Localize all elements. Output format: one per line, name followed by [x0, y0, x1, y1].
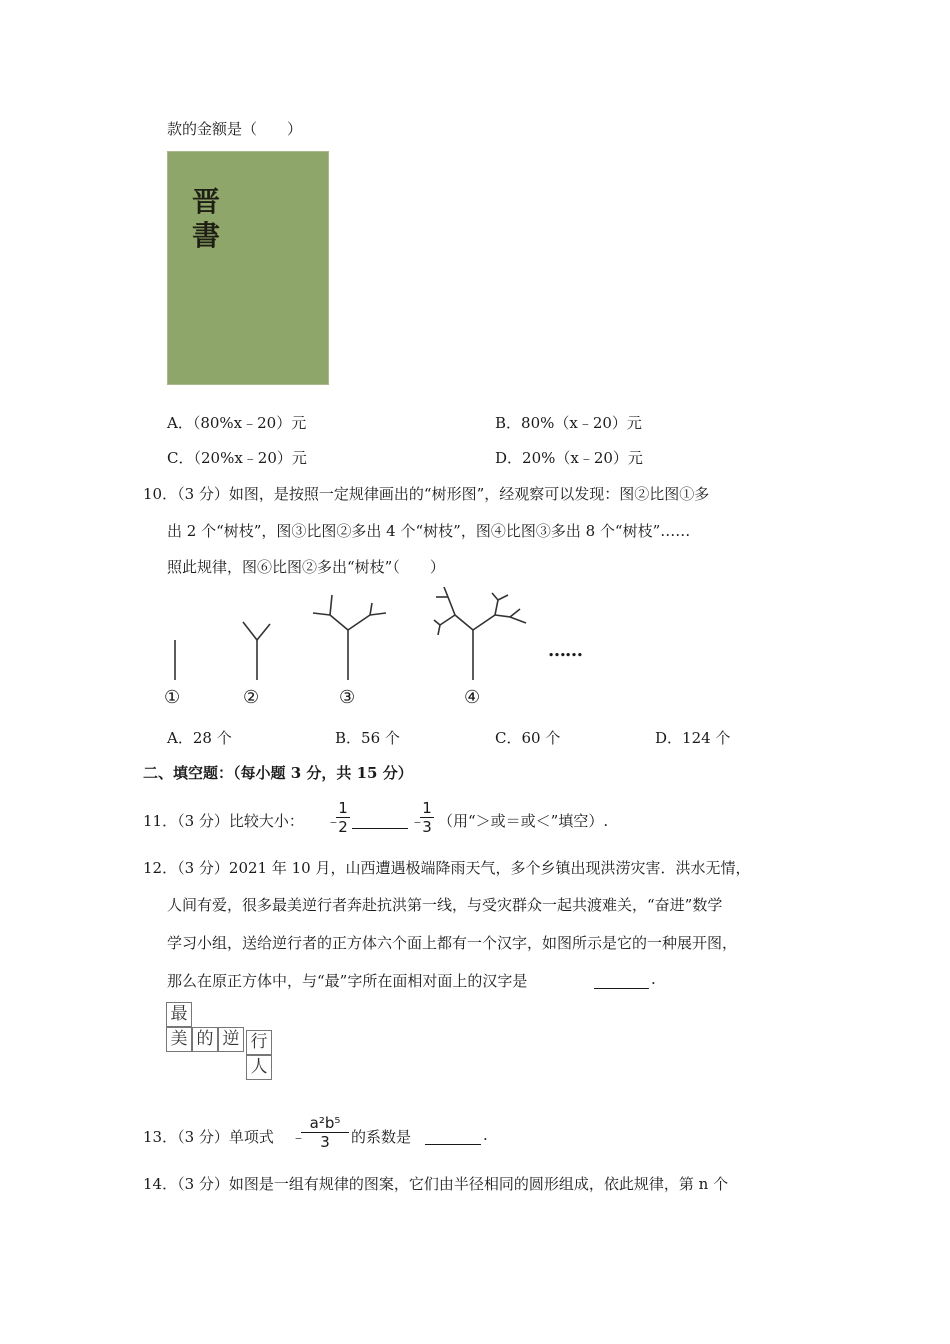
q10-option-c: C．60 个: [495, 729, 561, 747]
q12-line-1: 12．（3 分）2021 年 10 月，山西遭遇极端降雨天气，多个乡镇出现洪涝灾害．洪水无情，: [143, 859, 751, 877]
tree-label-1: ①: [164, 687, 181, 708]
tree-4-twig: [495, 615, 510, 617]
tree-label-4: ④: [464, 687, 481, 708]
tree-4-twig: [440, 615, 455, 625]
cube-face-ren: 人: [246, 1055, 272, 1080]
tree-4-branch-right: [473, 615, 495, 630]
q11-frac1-num: 1: [338, 799, 348, 817]
q12-line-2: 人间有爱，很多最美逆行者奔赴抗洪第一线，与受灾群众一起共渡难关，“奋进”数学: [167, 896, 723, 914]
q10-option-d: D．124 个: [655, 729, 731, 747]
q11-fraction-2: [420, 799, 434, 836]
q11-frac1-sign: ﹣: [326, 812, 342, 830]
q12-end: .: [651, 970, 656, 988]
q11-frac2-den: 3: [422, 818, 432, 836]
tree-4-twig: [448, 597, 455, 615]
q9-option-a: A．（80%x﹣20）元: [167, 414, 307, 432]
tree-4-twig: [495, 600, 498, 615]
tree-4-leaf: [510, 609, 520, 617]
tree-3-twig: [370, 603, 372, 615]
q11-fraction-1: [336, 799, 350, 836]
cube-face-zui: 最: [166, 1002, 192, 1027]
q11-frac2-sign: ﹣: [410, 812, 426, 830]
tree-3-twig: [313, 613, 330, 615]
tree-4-leaf: [438, 625, 440, 635]
q10-option-b: B．56 个: [335, 729, 400, 747]
q12-line-3: 学习小组，送给逆行者的正方体六个面上都有一个汉字，如图所示是它的一种展开图，: [167, 934, 738, 952]
q9-option-c: C．（20%x﹣20）元: [167, 449, 307, 467]
tree-label-2: ②: [243, 687, 260, 708]
tree-2-branch-right: [257, 624, 270, 640]
cube-face-xing: 行: [246, 1030, 272, 1055]
q10-line-2: 出 2 个“树枝”，图③比图②多出 4 个“树枝”，图④比图③多出 8 个“树枝”……: [167, 522, 691, 540]
book-title-char-1: 晋: [191, 185, 220, 218]
q13-fraction: [301, 1114, 349, 1151]
book-title-char-2: 書: [191, 219, 220, 252]
q12-answer-blank: [594, 970, 649, 989]
tree-4-branch-left: [455, 615, 473, 630]
q11-prefix: 11．（3 分）比较大小：: [143, 812, 304, 830]
q10-option-a: A．28 个: [167, 729, 232, 747]
q13-numerator: a²b⁵: [309, 1114, 341, 1132]
q13-suffix: 的系数是: [351, 1128, 412, 1146]
tree-figures: [150, 585, 610, 715]
cube-face-mei: 美: [166, 1027, 192, 1052]
q10-line-3: 照此规律，图⑥比图②多出“树枝”（ ）: [167, 558, 445, 576]
tree-label-3: ③: [339, 687, 356, 708]
q9-text-tail: 款的金额是（ ）: [167, 120, 303, 138]
section-2-heading: 二、填空题：（每小题 3 分，共 15 分）: [143, 764, 413, 782]
cube-face-ni: 逆: [218, 1027, 244, 1052]
tree-4-leaf: [498, 595, 508, 600]
q9-option-d: D．20%（x﹣20）元: [495, 449, 643, 467]
q11-suffix: （用“＞或＝或＜”填空）.: [438, 812, 609, 830]
q13-denominator: 3: [320, 1133, 330, 1151]
q13-end: .: [483, 1126, 488, 1144]
tree-3-branch-right: [348, 615, 370, 630]
q11-frac1-den: 2: [338, 818, 348, 836]
tree-3-twig: [330, 595, 332, 615]
q9-option-b: B．80%（x﹣20）元: [495, 414, 642, 432]
tree-3-branch-left: [330, 615, 348, 630]
q10-line-1: 10．（3 分）如图，是按照一定规律画出的“树形图”，经观察可以发现：图②比图①多: [143, 485, 710, 503]
tree-ellipsis: ……: [548, 640, 582, 661]
q13-prefix: 13．（3 分）单项式: [143, 1128, 274, 1146]
tree-4-leaf: [510, 617, 526, 623]
book-cover-image: [167, 151, 329, 385]
q13-answer-blank: [425, 1126, 481, 1145]
cube-face-de: 的: [192, 1027, 218, 1052]
tree-4-leaf: [492, 593, 498, 600]
q13-sign: ﹣: [291, 1128, 307, 1146]
q11-frac2-num: 1: [422, 799, 432, 817]
tree-4-leaf: [434, 620, 440, 625]
tree-4-leaf: [444, 587, 448, 597]
tree-2-branch-left: [243, 622, 257, 640]
q12-line-4: 那么在原正方体中，与“最”字所在面相对面上的汉字是: [167, 972, 528, 990]
q11-answer-blank: [352, 810, 408, 829]
q14-line-1: 14．（3 分）如图是一组有规律的图案，它们由半径相同的圆形组成，依此规律，第 n 个: [143, 1175, 729, 1193]
tree-3-twig: [370, 613, 386, 615]
